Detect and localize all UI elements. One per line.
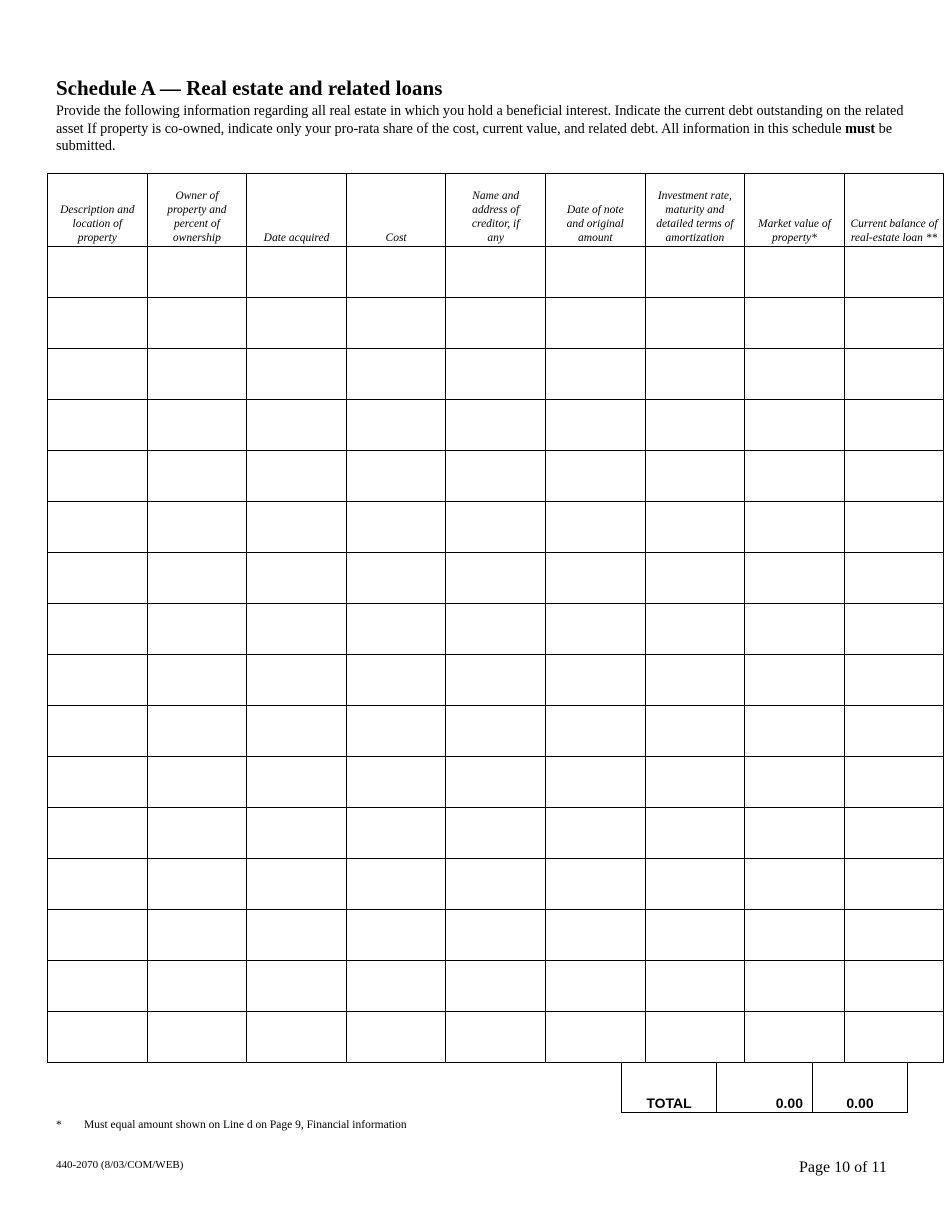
cell-investment-terms[interactable] <box>645 298 745 349</box>
table-row <box>48 910 944 961</box>
cell-description[interactable] <box>48 655 148 706</box>
table-row <box>48 1012 944 1063</box>
cell-owner[interactable] <box>147 400 247 451</box>
cell-description[interactable] <box>48 961 148 1012</box>
cell-market-value[interactable] <box>745 553 845 604</box>
cell-market-value[interactable] <box>745 910 845 961</box>
cell-market-value[interactable] <box>745 706 845 757</box>
table-row <box>48 961 944 1012</box>
col-header-cost-label: Cost <box>385 232 407 244</box>
cell-loan-balance[interactable] <box>844 1012 944 1063</box>
cell-market-value[interactable] <box>745 859 845 910</box>
cell-owner[interactable] <box>147 553 247 604</box>
cell-owner[interactable] <box>147 859 247 910</box>
cell-owner[interactable] <box>147 349 247 400</box>
col-header-market-value-label: Market value of property* <box>758 218 831 244</box>
cell-creditor[interactable] <box>446 604 546 655</box>
cell-cost[interactable] <box>346 961 446 1012</box>
col-header-creditor-label: Name and address of creditor, if any <box>471 190 520 244</box>
cell-cost[interactable] <box>346 400 446 451</box>
cell-date-acquired[interactable] <box>247 502 347 553</box>
cell-loan-balance[interactable] <box>844 451 944 502</box>
cell-description[interactable] <box>48 706 148 757</box>
cell-cost[interactable] <box>346 349 446 400</box>
total-loan-balance: 0.00 <box>846 1095 874 1111</box>
cell-cost[interactable] <box>346 808 446 859</box>
header-row <box>48 174 944 247</box>
col-header-note-date-label: Date of note and original amount <box>566 204 624 244</box>
cell-description[interactable] <box>48 298 148 349</box>
col-header-owner <box>147 174 247 247</box>
cell-investment-terms[interactable] <box>645 349 745 400</box>
cell-market-value[interactable] <box>745 1012 845 1063</box>
cell-owner[interactable] <box>147 706 247 757</box>
cell-loan-balance[interactable] <box>844 400 944 451</box>
cell-date-acquired[interactable] <box>247 808 347 859</box>
cell-description[interactable] <box>48 502 148 553</box>
cell-creditor[interactable] <box>446 247 546 298</box>
table-row <box>48 247 944 298</box>
cell-note-date[interactable] <box>545 553 645 604</box>
cell-date-acquired[interactable] <box>247 910 347 961</box>
cell-cost[interactable] <box>346 247 446 298</box>
cell-creditor[interactable] <box>446 400 546 451</box>
cell-note-date[interactable] <box>545 400 645 451</box>
real-estate-table <box>47 173 944 1063</box>
cell-date-acquired[interactable] <box>247 706 347 757</box>
schedule-title: Schedule A — Real estate and related loans <box>56 76 443 100</box>
cell-date-acquired[interactable] <box>247 961 347 1012</box>
cell-creditor[interactable] <box>446 553 546 604</box>
cell-cost[interactable] <box>346 451 446 502</box>
cell-date-acquired[interactable] <box>247 553 347 604</box>
cell-market-value[interactable] <box>745 247 845 298</box>
cell-description[interactable] <box>48 604 148 655</box>
cell-owner[interactable] <box>147 298 247 349</box>
cell-loan-balance[interactable] <box>844 604 944 655</box>
table-row <box>48 451 944 502</box>
cell-note-date[interactable] <box>545 247 645 298</box>
cell-note-date[interactable] <box>545 349 645 400</box>
cell-description[interactable] <box>48 757 148 808</box>
cell-market-value[interactable] <box>745 604 845 655</box>
cell-loan-balance[interactable] <box>844 349 944 400</box>
cell-owner[interactable] <box>147 604 247 655</box>
cell-loan-balance[interactable] <box>844 910 944 961</box>
total-loan-balance-cell <box>812 1063 908 1113</box>
cell-creditor[interactable] <box>446 655 546 706</box>
cell-owner[interactable] <box>147 451 247 502</box>
col-header-date-acquired-label: Date acquired <box>263 232 330 244</box>
cell-investment-terms[interactable] <box>645 910 745 961</box>
cell-investment-terms[interactable] <box>645 859 745 910</box>
cell-note-date[interactable] <box>545 502 645 553</box>
cell-description[interactable] <box>48 553 148 604</box>
cell-owner[interactable] <box>147 757 247 808</box>
col-header-description-label: Description and location of property <box>60 204 135 244</box>
cell-market-value[interactable] <box>745 502 845 553</box>
cell-cost[interactable] <box>346 706 446 757</box>
footnote-text: Must equal amount shown on Line d on Page 9, Financial information <box>84 1119 407 1131</box>
cell-note-date[interactable] <box>545 1012 645 1063</box>
cell-loan-balance[interactable] <box>844 757 944 808</box>
instructions-part1: Provide the following information regarding all real estate in which you hold a beneficial interest. Indicate the current debt outstanding on the related asset If property is co-owned, indicate only your pro-rata share of the cost, current value, and related debt. All information in this schedule <box>56 103 904 137</box>
table-row <box>48 604 944 655</box>
cell-note-date[interactable] <box>545 859 645 910</box>
cell-market-value[interactable] <box>745 451 845 502</box>
cell-investment-terms[interactable] <box>645 1012 745 1063</box>
cell-creditor[interactable] <box>446 706 546 757</box>
col-header-cost <box>346 174 446 247</box>
cell-loan-balance[interactable] <box>844 961 944 1012</box>
cell-creditor[interactable] <box>446 961 546 1012</box>
cell-loan-balance[interactable] <box>844 706 944 757</box>
total-market-value: 0.00 <box>775 1095 803 1111</box>
cell-date-acquired[interactable] <box>247 451 347 502</box>
cell-market-value[interactable] <box>745 757 845 808</box>
cell-market-value[interactable] <box>745 961 845 1012</box>
cell-investment-terms[interactable] <box>645 400 745 451</box>
table-row <box>48 757 944 808</box>
cell-market-value[interactable] <box>745 400 845 451</box>
cell-date-acquired[interactable] <box>247 1012 347 1063</box>
cell-loan-balance[interactable] <box>844 808 944 859</box>
cell-owner[interactable] <box>147 247 247 298</box>
table-row <box>48 400 944 451</box>
cell-creditor[interactable] <box>446 1012 546 1063</box>
footnote <box>56 1119 407 1131</box>
cell-date-acquired[interactable] <box>247 400 347 451</box>
cell-cost[interactable] <box>346 553 446 604</box>
cell-loan-balance[interactable] <box>844 298 944 349</box>
cell-description[interactable] <box>48 349 148 400</box>
cell-note-date[interactable] <box>545 757 645 808</box>
cell-description[interactable] <box>48 1012 148 1063</box>
col-header-creditor <box>446 174 546 247</box>
cell-description[interactable] <box>48 808 148 859</box>
cell-investment-terms[interactable] <box>645 655 745 706</box>
cell-date-acquired[interactable] <box>247 859 347 910</box>
table-row <box>48 655 944 706</box>
cell-loan-balance[interactable] <box>844 247 944 298</box>
cell-owner[interactable] <box>147 961 247 1012</box>
cell-note-date[interactable] <box>545 298 645 349</box>
cell-note-date[interactable] <box>545 961 645 1012</box>
cell-owner[interactable] <box>147 502 247 553</box>
cell-cost[interactable] <box>346 859 446 910</box>
cell-creditor[interactable] <box>446 808 546 859</box>
cell-cost[interactable] <box>346 502 446 553</box>
cell-creditor[interactable] <box>446 859 546 910</box>
cell-creditor[interactable] <box>446 298 546 349</box>
form-number: 440-2070 (8/03/COM/WEB) <box>56 1159 184 1171</box>
cell-note-date[interactable] <box>545 706 645 757</box>
cell-investment-terms[interactable] <box>645 604 745 655</box>
cell-creditor[interactable] <box>446 910 546 961</box>
table-row <box>48 502 944 553</box>
cell-investment-terms[interactable] <box>645 757 745 808</box>
instructions-text <box>56 103 906 156</box>
cell-investment-terms[interactable] <box>645 247 745 298</box>
cell-cost[interactable] <box>346 655 446 706</box>
cell-creditor[interactable] <box>446 451 546 502</box>
col-header-loan-balance <box>844 174 944 247</box>
cell-description[interactable] <box>48 451 148 502</box>
cell-creditor[interactable] <box>446 349 546 400</box>
cell-loan-balance[interactable] <box>844 655 944 706</box>
cell-owner[interactable] <box>147 1012 247 1063</box>
cell-date-acquired[interactable] <box>247 349 347 400</box>
cell-description[interactable] <box>48 247 148 298</box>
table-row <box>48 553 944 604</box>
col-header-date-acquired <box>247 174 347 247</box>
cell-note-date[interactable] <box>545 604 645 655</box>
instructions-emphasis: must <box>845 120 876 137</box>
total-label-cell <box>621 1063 717 1113</box>
table-row <box>48 298 944 349</box>
col-header-investment-terms <box>645 174 745 247</box>
cell-loan-balance[interactable] <box>844 553 944 604</box>
cell-owner[interactable] <box>147 808 247 859</box>
footnote-mark: * <box>56 1119 62 1131</box>
instructions-part2: be submitted. <box>56 120 893 154</box>
cell-cost[interactable] <box>346 910 446 961</box>
col-header-market-value <box>745 174 845 247</box>
cell-note-date[interactable] <box>545 655 645 706</box>
cell-description[interactable] <box>48 400 148 451</box>
table-row <box>48 808 944 859</box>
cell-investment-terms[interactable] <box>645 706 745 757</box>
cell-note-date[interactable] <box>545 808 645 859</box>
cell-investment-terms[interactable] <box>645 451 745 502</box>
table-row <box>48 349 944 400</box>
table-row <box>48 706 944 757</box>
cell-loan-balance[interactable] <box>844 859 944 910</box>
col-header-note-date <box>545 174 645 247</box>
cell-market-value[interactable] <box>745 655 845 706</box>
cell-loan-balance[interactable] <box>844 502 944 553</box>
col-header-investment-terms-label: Investment rate, maturity and detailed terms of amortization <box>656 190 734 244</box>
cell-description[interactable] <box>48 910 148 961</box>
cell-date-acquired[interactable] <box>247 604 347 655</box>
cell-investment-terms[interactable] <box>645 502 745 553</box>
cell-owner[interactable] <box>147 910 247 961</box>
cell-cost[interactable] <box>346 1012 446 1063</box>
col-header-owner-label: Owner of property and percent of ownership <box>167 190 227 244</box>
cell-investment-terms[interactable] <box>645 808 745 859</box>
col-header-description <box>48 174 148 247</box>
cell-creditor[interactable] <box>446 757 546 808</box>
cell-date-acquired[interactable] <box>247 757 347 808</box>
cell-note-date[interactable] <box>545 451 645 502</box>
cell-note-date[interactable] <box>545 910 645 961</box>
cell-investment-terms[interactable] <box>645 961 745 1012</box>
col-header-loan-balance-label: Current balance of real-estate loan ** <box>850 218 938 244</box>
cell-investment-terms[interactable] <box>645 553 745 604</box>
cell-description[interactable] <box>48 859 148 910</box>
cell-cost[interactable] <box>346 604 446 655</box>
page-number: Page 10 of 11 <box>799 1159 887 1176</box>
cell-market-value[interactable] <box>745 298 845 349</box>
cell-market-value[interactable] <box>745 808 845 859</box>
cell-cost[interactable] <box>346 757 446 808</box>
cell-owner[interactable] <box>147 655 247 706</box>
cell-date-acquired[interactable] <box>247 247 347 298</box>
cell-cost[interactable] <box>346 298 446 349</box>
table-row <box>48 859 944 910</box>
total-market-value-cell <box>716 1063 813 1113</box>
table-body <box>48 247 944 1063</box>
cell-market-value[interactable] <box>745 349 845 400</box>
cell-date-acquired[interactable] <box>247 298 347 349</box>
cell-creditor[interactable] <box>446 502 546 553</box>
total-label: TOTAL <box>646 1095 692 1111</box>
cell-date-acquired[interactable] <box>247 655 347 706</box>
